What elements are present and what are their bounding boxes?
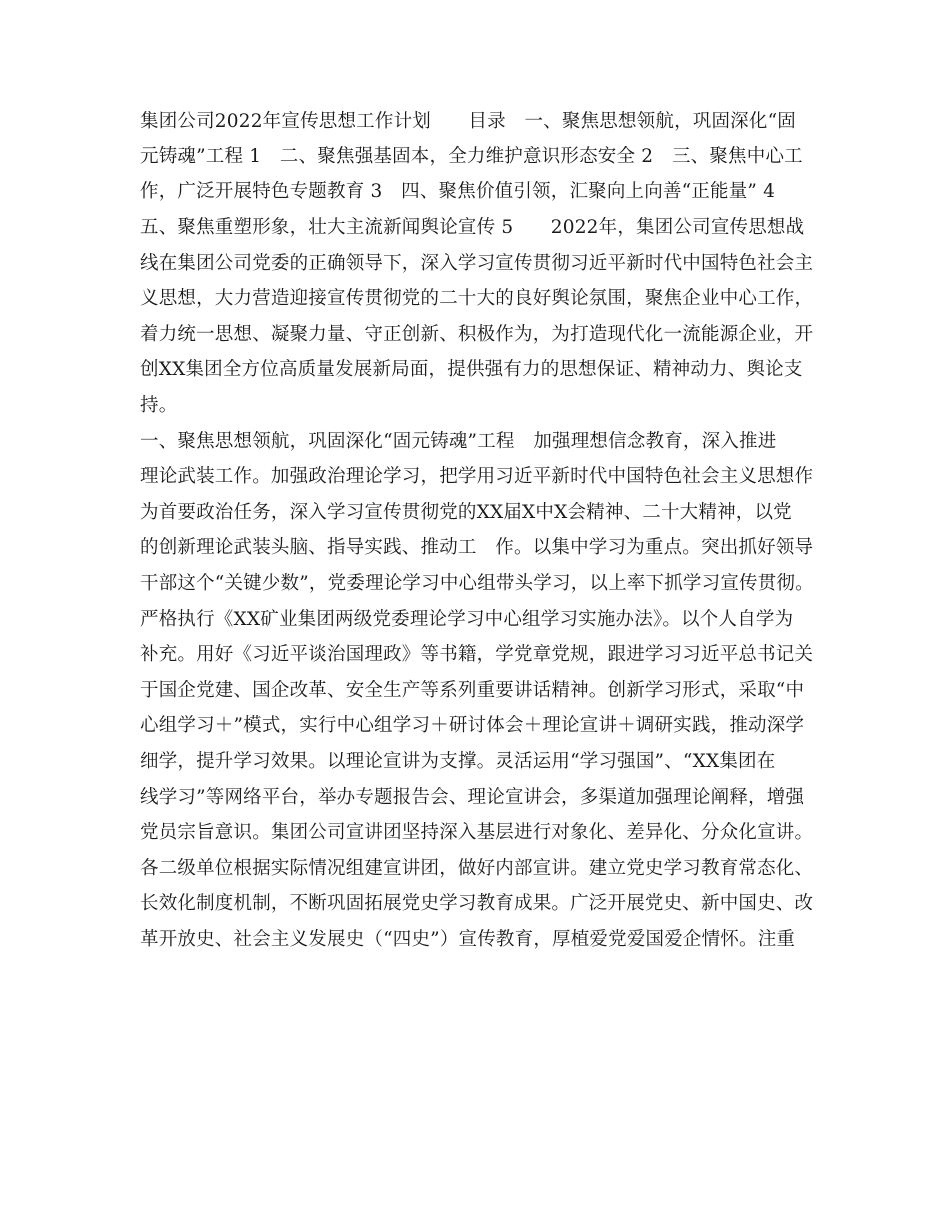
text-line: 一、聚焦思想领航，巩固深化“固元铸魂”工程 加强理想信念教育，深入推进 [140, 431, 777, 452]
text-line: 着力统一思想、凝聚力量、守正创新、积极作为，为打造现代化一流能源企业，开 [140, 324, 814, 345]
text-line: 持。 [140, 395, 178, 416]
text-line: 补充。用好《习近平谈治国理政》等书籍，学党章党规，跟进学习习近平总书记关 [140, 644, 814, 665]
text-line: 严格执行《XX矿业集团两级党委理论学习中心组学习实施办法》。以个人自学为 [140, 609, 794, 630]
text-line: 作，广泛开展特色专题教育 3 四、聚焦价值引领，汇聚向上向善“正能量” 4 [140, 181, 776, 202]
text-line: 创XX集团全方位高质量发展新局面，提供强有力的思想保证、精神动力、舆论支 [140, 359, 803, 380]
text-line: 长效化制度机制，不断巩固拓展党史学习教育成果。广泛开展党史、新中国史、改 [140, 893, 814, 914]
text-line: 各二级单位根据实际情况组建宣讲团，做好内部宣讲。建立党史学习教育常态化、 [140, 858, 814, 879]
text-line: 集团公司2022年宣传思想工作计划 目录 一、聚焦思想领航，巩固深化“固 [140, 111, 796, 132]
text-line: 心组学习＋”模式，实行中心组学习＋研讨体会＋理论宣讲＋调研实践，推动深学 [140, 715, 805, 736]
text-line: 线学习”等网络平台，举办专题报告会、理论宣讲会，多渠道加强理论阐释，增强 [140, 787, 805, 808]
text-line: 党员宗旨意识。集团公司宣讲团坚持深入基层进行对象化、差异化、分众化宣讲。 [140, 822, 814, 843]
text-line: 义思想，大力营造迎接宣传贯彻党的二十大的良好舆论氛围，聚焦企业中心工作， [140, 288, 814, 309]
text-line: 为首要政治任务，深入学习宣传贯彻党的XX届X中X会精神、二十大精神，以党 [140, 502, 792, 523]
text-line: 线在集团公司党委的正确领导下，深入学习宣传贯彻习近平新时代中国特色社会主 [140, 253, 814, 274]
text-line: 细学，提升学习效果。以理论宣讲为支撑。灵活运用“学习强国”、“XX集团在 [140, 751, 776, 772]
text-line: 理论武装工作。加强政治理论学习，把学用习近平新时代中国特色社会主义思想作 [140, 466, 814, 487]
text-line: 五、聚焦重塑形象，壮大主流新闻舆论宣传 5 2022年，集团公司宣传思想战 [140, 217, 805, 238]
text-line: 于国企党建、国企改革、安全生产等系列重要讲话精神。创新学习形式，采取“中 [140, 680, 805, 701]
text-line: 革开放史、社会主义发展史（“四史”）宣传教育，厚植爱党爱国爱企情怀。注重 [140, 929, 796, 950]
text-line: 的创新理论武装头脑、指导实践、推动工 作。以集中学习为重点。突出抓好领导 [140, 537, 814, 558]
text-line: 元铸魂”工程 1 二、聚焦强基固本，全力维护意识形态安全 2 三、聚焦中心工 [140, 146, 803, 167]
text-line: 干部这个“关键少数”，党委理论学习中心组带头学习，以上率下抓学习宣传贯彻。 [140, 573, 814, 594]
